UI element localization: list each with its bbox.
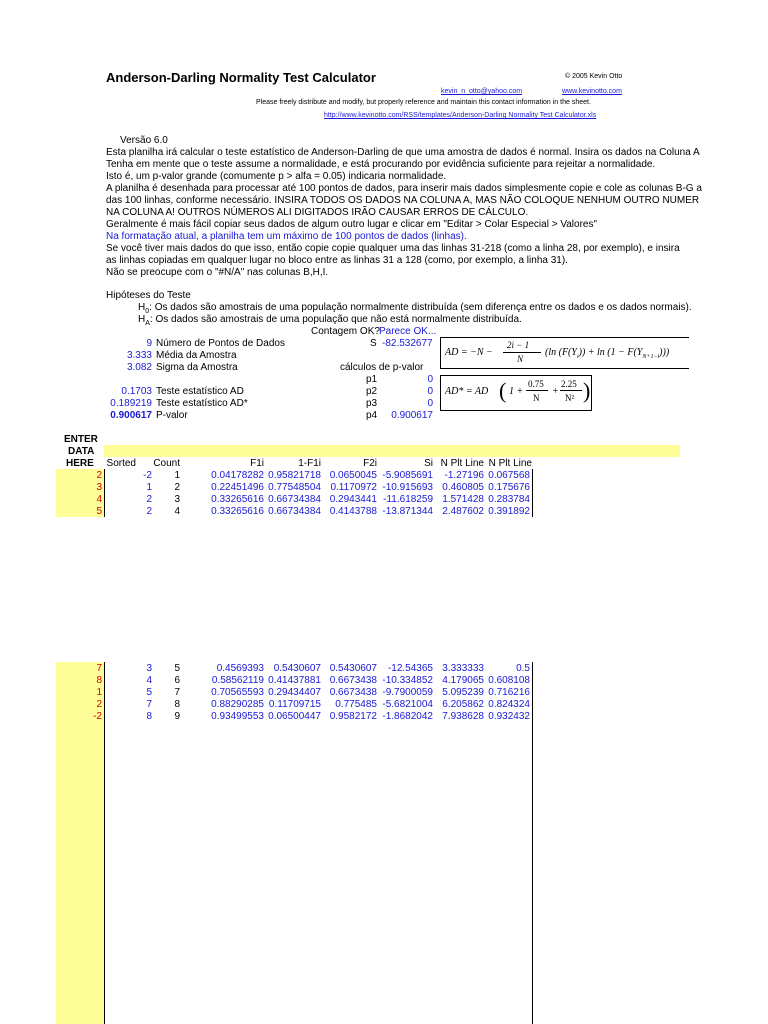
table-cell-one_f1i: 0.66734384: [268, 506, 321, 517]
enter-data-label-1: ENTER: [64, 434, 98, 445]
column-header: F2i: [363, 458, 377, 469]
table-cell-n1: 4.179065: [442, 675, 484, 686]
email-link[interactable]: kevin_n_otto@yahoo.com: [441, 88, 523, 95]
pcalc-label: p1: [366, 374, 378, 385]
table-cell-sorted: 5: [146, 687, 152, 698]
ad-formula-bar: [503, 352, 541, 353]
table-cell-si: -5.9085691: [382, 470, 433, 481]
table-cell-n1: 3.333333: [442, 663, 484, 674]
table-cell-f1i: 0.33265616: [211, 506, 264, 517]
count-check-value: Parece OK...: [379, 326, 437, 337]
ad-star-paren-close: ): [583, 378, 591, 403]
enter-data-label-3: HERE: [66, 458, 94, 469]
table-cell-n2: 0.716216: [488, 687, 530, 698]
table-header-strip: [104, 445, 680, 457]
table-cell-n1: 2.487602: [442, 506, 484, 517]
table-cell-n2: 0.932432: [488, 711, 530, 722]
table-cell-f2i: 0.4143788: [329, 506, 377, 517]
table-cell-f1i: 0.88290285: [211, 699, 264, 710]
table-cell-si: -10.915693: [382, 482, 433, 493]
stat-value: 0.900617: [110, 410, 152, 421]
table-cell-n1: 7.938628: [442, 711, 484, 722]
intro-line: Não se preocupe com o "#N/A" nas colunas B,H,I.: [106, 267, 329, 278]
pcalc-value: 0: [427, 398, 433, 409]
table-cell-n1: 0.460805: [442, 482, 484, 493]
ad-star-a-num: 0.75: [528, 379, 544, 389]
table-cell-one_f1i: 0.11709715: [268, 699, 321, 710]
table-cell-count: 7: [174, 687, 180, 698]
table-cell-sorted: 4: [146, 675, 152, 686]
table-cell-n2: 0.824324: [488, 699, 530, 710]
table-cell-f1i: 0.04178282: [211, 470, 264, 481]
input-cell[interactable]: 7: [96, 663, 102, 674]
table-cell-one_f1i: 0.95821718: [268, 470, 321, 481]
column-header: F1i: [250, 458, 264, 469]
copyright: © 2005 Kevin Otto: [565, 73, 623, 80]
column-header: 1-F1i: [298, 458, 321, 469]
table-cell-one_f1i: 0.66734384: [268, 494, 321, 505]
table-cell-sorted: 8: [146, 711, 152, 722]
table-cell-si: -11.618259: [383, 494, 433, 505]
pcalc-value: 0: [427, 374, 433, 385]
input-cell[interactable]: 8: [96, 675, 102, 686]
intro-line: NA COLUNA A! OUTROS NÚMEROS ALI DIGITADOS IRÃO CAUSAR ERROS DE CÁLCULO.: [106, 207, 529, 218]
ad-star-lhs: AD* = AD: [445, 386, 489, 397]
input-cell[interactable]: 4: [96, 494, 102, 505]
ad-star-b-num: 2.25: [561, 379, 577, 389]
table-cell-f2i: 0.9582172: [329, 711, 377, 722]
table-cell-count: 6: [174, 675, 180, 686]
intro-line: A planilha é desenhada para processar até 100 pontos de dados, para inserir mais dados simplesmente copie e cole as colunas B-G a: [106, 183, 702, 194]
table-cell-one_f1i: 0.06500447: [268, 711, 321, 722]
stat-value: 0.1703: [121, 386, 152, 397]
ad-formula-rhs: (ln $(F(Y_i)) + \ln (1 - F(Y_{N+1-i}))$): [545, 347, 670, 360]
ad-star-a-den: N: [533, 393, 540, 403]
ad-formula-den: N: [517, 354, 524, 364]
ad-star-b-bar: [560, 390, 582, 391]
hypotheses-label: Hipóteses do Teste: [106, 290, 191, 301]
intro-line: Geralmente é mais fácil copiar seus dados de algum outro lugar e clicar em "Editar > Colar Especial > Valores": [106, 219, 598, 230]
table-cell-sorted: 3: [146, 663, 152, 674]
input-cell[interactable]: 2: [96, 699, 102, 710]
table-cell-one_f1i: 0.41437881: [268, 675, 321, 686]
table-cell-n1: 5.095239: [442, 687, 484, 698]
ad-star-paren-open: (: [499, 378, 507, 403]
column-header: N Plt Line: [488, 458, 532, 469]
count-check-label: Contagem OK?: [311, 326, 380, 337]
input-cell[interactable]: 2: [96, 470, 102, 481]
column-header: N Plt Line: [440, 458, 484, 469]
input-cell[interactable]: 5: [96, 506, 102, 517]
table-cell-f2i: 0.2943441: [329, 494, 377, 505]
table-cell-one_f1i: 0.5430607: [273, 663, 321, 674]
intro-note-blue: Na formatação atual, a planilha tem um máximo de 100 pontos de dados (linhas).: [106, 231, 467, 242]
table-cell-count: 4: [174, 506, 180, 517]
table-cell-count: 1: [174, 470, 180, 481]
intro-line: as linhas copiadas em qualquer lugar no bloco entre as linhas 31 a 128 (como, por exemplo, a linha 31).: [106, 255, 568, 266]
table-cell-sorted: -2: [143, 470, 152, 481]
ad-star-a-bar: [526, 390, 548, 391]
table-cell-count: 8: [174, 699, 180, 710]
stat-value: 0.189219: [110, 398, 152, 409]
table-cell-si: -9.7900059: [382, 687, 433, 698]
table-cell-f2i: 0.0650045: [329, 470, 377, 481]
table-cell-si: -10.334852: [382, 675, 433, 686]
pcalc-label: p3: [366, 398, 378, 409]
table-cell-one_f1i: 0.77548504: [268, 482, 321, 493]
version-label: Versão 6.0: [120, 135, 168, 146]
table-cell-f1i: 0.93499553: [211, 711, 264, 722]
input-cell[interactable]: 1: [96, 687, 102, 698]
hypothesis-null: $H_0$: Os dados são amostrais de uma população normalmente distribuída (sem diferença entre os dados e os dados normais).: [138, 302, 692, 315]
template-url-link[interactable]: http://www.kevinotto.com/RSS/templates/Anderson-Darling Normality Test Calculator.xls: [324, 112, 597, 119]
table-cell-si: -12.54365: [387, 663, 433, 674]
column-header: Sorted: [106, 458, 136, 469]
table-cell-count: 5: [174, 663, 180, 674]
intro-line: Se você tiver mais dados do que isso, então copie copie qualquer uma das linhas 31-218 (como a linha 28, por exemplo), e insira: [106, 243, 680, 254]
pcalc-value: 0.900617: [391, 410, 433, 421]
table-cell-count: 9: [174, 711, 180, 722]
s-value: -82.532677: [382, 338, 433, 349]
table-cell-f1i: 0.33265616: [211, 494, 264, 505]
table-cell-n1: -1.27196: [444, 470, 484, 481]
column-header: Si: [424, 458, 433, 469]
table-cell-si: -1.8682042: [382, 711, 433, 722]
table-cell-n2: 0.608108: [488, 675, 530, 686]
stat-value: 3.082: [126, 362, 152, 373]
ad-star-plus: +: [552, 386, 559, 397]
ad-star-b-den: N²: [565, 393, 575, 403]
table-cell-f2i: 0.6673438: [329, 675, 377, 686]
table-cell-count: 2: [174, 482, 180, 493]
table-cell-si: -5.6821004: [382, 699, 433, 710]
website-link[interactable]: www.kevinotto.com: [562, 88, 622, 95]
stat-label: Teste estatístico AD*: [156, 398, 248, 409]
stat-label: Sigma da Amostra: [156, 362, 238, 373]
s-label: S: [370, 338, 377, 349]
pcalc-label: p4: [366, 410, 378, 421]
ad-formula-box: [440, 337, 689, 369]
ad-star-one: 1 +: [509, 386, 524, 397]
stat-value: 9: [146, 338, 152, 349]
table-cell-f2i: 0.5430607: [329, 663, 377, 674]
table-cell-f2i: 0.6673438: [329, 687, 377, 698]
table-right-border-top: [532, 469, 533, 517]
table-cell-n2: 0.391892: [488, 506, 530, 517]
table-cell-n2: 0.175676: [488, 482, 530, 493]
intro-line: Tenha em mente que o teste assume a normalidade, e está procurando por evidência suficiente para rejeitar a normalidade.: [106, 159, 656, 170]
input-cell[interactable]: 3: [96, 482, 102, 493]
distribution-notice: Please freely distribute and modify, but properly reference and maintain this contact information in the sheet.: [256, 99, 591, 106]
table-cell-f1i: 0.58562119: [211, 675, 264, 686]
page-title: Anderson-Darling Normality Test Calculator: [106, 70, 376, 85]
table-cell-f2i: 0.1170972: [330, 482, 377, 493]
table-cell-sorted: 1: [146, 482, 152, 493]
table-right-border-bottom: [532, 662, 533, 1024]
table-cell-one_f1i: 0.29434407: [268, 687, 321, 698]
table-cell-sorted: 2: [146, 506, 152, 517]
table-cell-n2: 0.5: [516, 663, 530, 674]
stat-label: Média da Amostra: [156, 350, 237, 361]
pcalc-value: 0: [427, 386, 433, 397]
pvalue-calc-label: cálculos de p-valor: [340, 362, 424, 373]
table-cell-sorted: 7: [146, 699, 152, 710]
intro-line: das 100 linhas, conforme necessário. INSIRA TODOS OS DADOS NA COLUNA A, MAS NÃO COLOQUE NENHUM OUTRO NUMER: [106, 195, 700, 206]
pcalc-label: p2: [366, 386, 378, 397]
table-cell-f2i: 0.775485: [335, 699, 377, 710]
enter-data-label-2: DATA: [68, 446, 95, 457]
stat-label: P-valor: [156, 410, 188, 421]
intro-line: Isto é, um p-valor grande (comumente p > alfa = 0.05) indicaria normalidade.: [106, 171, 447, 182]
table-cell-n1: 1.571428: [442, 494, 484, 505]
stat-value: 3.333: [126, 350, 152, 361]
table-cell-n2: 0.283784: [488, 494, 530, 505]
ad-star-formula-box: [440, 375, 592, 411]
table-cell-n1: 6.205862: [442, 699, 484, 710]
input-cell[interactable]: -2: [93, 711, 102, 722]
intro-line: Esta planilha irá calcular o teste estatístico de Anderson-Darling de que uma amostra de dados é normal. Insira os dados na Coluna A: [106, 147, 700, 158]
table-cell-si: -13.871344: [382, 506, 433, 517]
stat-label: Teste estatístico AD: [156, 386, 244, 397]
table-cell-f1i: 0.4569393: [216, 663, 264, 674]
table-cell-sorted: 2: [146, 494, 152, 505]
table-cell-f1i: 0.70565593: [211, 687, 264, 698]
ad-formula-lhs: AD = −N −: [445, 347, 493, 358]
hypothesis-alternative: $H_A$: Os dados são amostrais de uma população que não está normalmente distribuída.: [138, 314, 522, 327]
stat-label: Número de Pontos de Dados: [156, 338, 285, 349]
table-cell-f1i: 0.22451496: [211, 482, 264, 493]
table-cell-n2: 0.067568: [488, 470, 530, 481]
ad-formula-num: 2i − 1: [507, 340, 530, 350]
table-cell-count: 3: [174, 494, 180, 505]
column-header: Count: [153, 458, 180, 469]
